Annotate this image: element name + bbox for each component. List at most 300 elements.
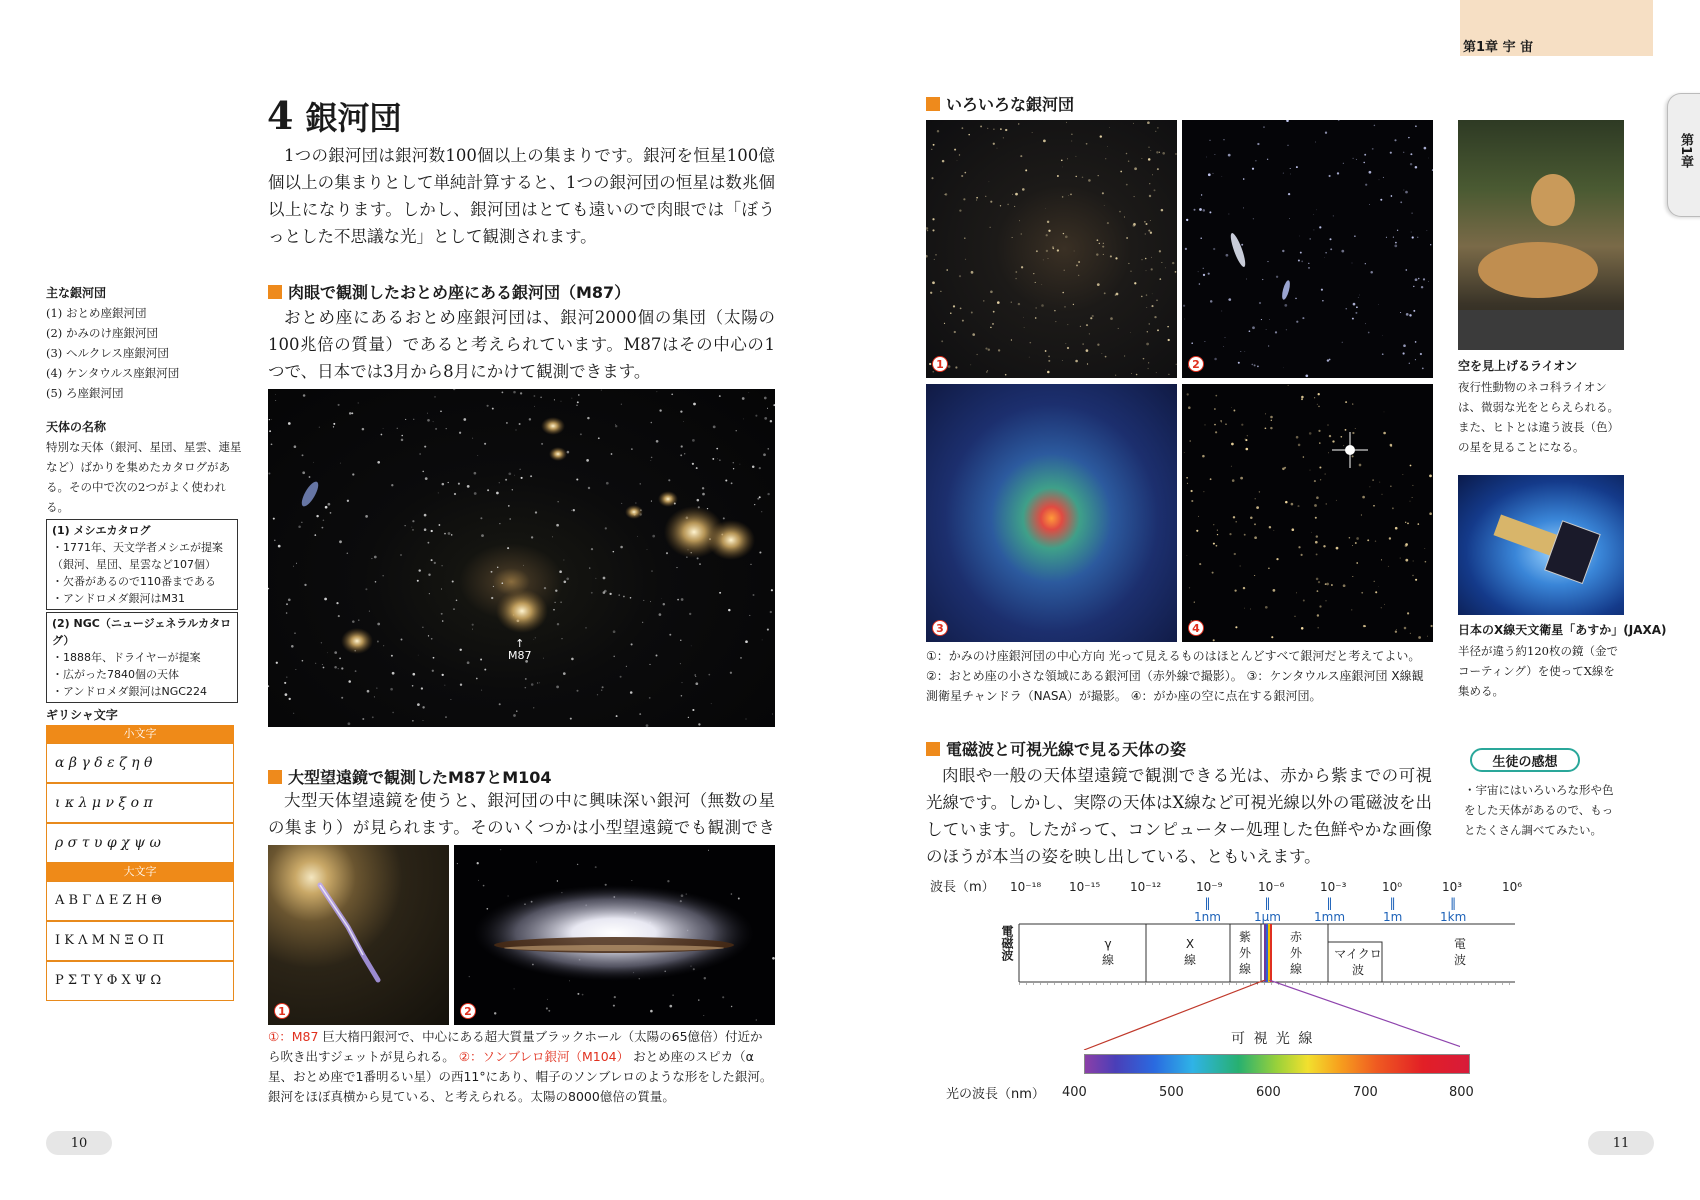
star bbox=[1045, 370, 1046, 371]
star bbox=[1041, 284, 1042, 285]
star bbox=[323, 520, 325, 522]
star bbox=[1064, 270, 1065, 271]
star bbox=[1225, 423, 1227, 425]
star bbox=[309, 476, 311, 478]
ngc-box bbox=[46, 612, 238, 703]
star bbox=[434, 396, 435, 397]
star bbox=[1036, 307, 1037, 308]
star bbox=[294, 445, 297, 448]
star bbox=[519, 423, 521, 425]
star bbox=[1086, 143, 1088, 145]
star bbox=[433, 657, 435, 659]
star bbox=[1146, 307, 1147, 308]
star bbox=[459, 649, 461, 651]
list-item: ・広がった7840個の天体 bbox=[52, 668, 179, 681]
star bbox=[1288, 193, 1290, 195]
star bbox=[657, 391, 658, 392]
greek-title: ギリシャ文字 bbox=[46, 708, 118, 722]
star bbox=[1245, 448, 1248, 451]
star bbox=[1328, 452, 1329, 453]
star bbox=[1365, 184, 1367, 186]
star bbox=[428, 635, 429, 636]
star bbox=[1259, 302, 1261, 304]
star bbox=[480, 659, 482, 661]
star bbox=[576, 690, 578, 692]
star bbox=[1268, 567, 1270, 569]
star bbox=[1301, 554, 1303, 556]
star bbox=[702, 493, 705, 496]
star bbox=[1333, 215, 1334, 216]
star bbox=[433, 421, 434, 422]
star bbox=[444, 533, 446, 535]
star bbox=[322, 527, 324, 529]
star bbox=[683, 421, 684, 422]
star bbox=[1151, 305, 1153, 307]
star bbox=[539, 683, 540, 684]
star bbox=[374, 696, 375, 697]
star bbox=[427, 413, 428, 414]
star bbox=[1149, 323, 1150, 324]
star bbox=[669, 1005, 672, 1008]
star bbox=[1394, 139, 1396, 141]
star bbox=[646, 724, 649, 727]
star bbox=[1056, 321, 1057, 322]
star bbox=[942, 160, 945, 163]
em-axis-label: 電磁波 bbox=[1000, 925, 1014, 961]
star bbox=[533, 707, 534, 708]
star bbox=[535, 637, 536, 638]
star bbox=[288, 422, 291, 425]
star bbox=[1141, 158, 1142, 159]
star bbox=[1096, 253, 1098, 255]
star bbox=[1413, 286, 1414, 287]
star bbox=[1130, 332, 1131, 333]
star bbox=[669, 634, 671, 636]
star bbox=[959, 154, 960, 155]
star bbox=[965, 172, 967, 174]
star bbox=[422, 471, 424, 473]
star bbox=[1103, 243, 1104, 244]
star bbox=[631, 643, 633, 645]
star bbox=[1394, 245, 1397, 248]
star bbox=[339, 658, 341, 660]
star bbox=[1370, 487, 1371, 488]
star bbox=[1165, 267, 1166, 268]
star bbox=[1076, 176, 1077, 177]
star bbox=[1100, 135, 1102, 137]
star bbox=[1284, 304, 1287, 307]
star bbox=[1309, 432, 1312, 435]
star bbox=[453, 608, 455, 610]
star bbox=[1317, 614, 1319, 616]
star bbox=[620, 676, 622, 678]
star bbox=[1315, 142, 1316, 143]
star bbox=[759, 551, 761, 553]
list-item: (2) かみのけ座銀河団 bbox=[46, 326, 158, 340]
star bbox=[1083, 344, 1084, 345]
star bbox=[692, 463, 694, 465]
star bbox=[1267, 159, 1268, 160]
star bbox=[1048, 230, 1050, 232]
star bbox=[338, 615, 340, 617]
star bbox=[926, 255, 928, 258]
star bbox=[413, 419, 414, 420]
star bbox=[1261, 319, 1262, 320]
star bbox=[1364, 154, 1366, 156]
jet-drawing bbox=[268, 845, 449, 1025]
star bbox=[576, 405, 577, 406]
star bbox=[948, 365, 951, 368]
star bbox=[731, 1006, 732, 1007]
star bbox=[749, 615, 750, 616]
star bbox=[563, 672, 566, 675]
star bbox=[1043, 140, 1046, 143]
star bbox=[1168, 374, 1169, 375]
star bbox=[1231, 407, 1232, 408]
star bbox=[412, 720, 414, 722]
lion-text: 夜行性動物のネコ科ライオンは、微弱な光をとらえられる。また、ヒトとは違う波長（色）の星を見ることになる。 bbox=[1458, 380, 1619, 454]
star bbox=[971, 312, 973, 314]
star bbox=[601, 390, 602, 391]
star bbox=[704, 977, 706, 979]
star bbox=[478, 880, 479, 881]
star bbox=[1231, 466, 1232, 467]
star bbox=[429, 593, 430, 594]
star bbox=[534, 406, 535, 407]
star bbox=[992, 323, 994, 325]
star bbox=[1285, 501, 1288, 504]
star bbox=[767, 629, 769, 631]
star bbox=[1374, 581, 1375, 582]
star bbox=[1078, 261, 1080, 263]
clusters-title: 主な銀河団 bbox=[46, 286, 107, 300]
star bbox=[651, 501, 652, 502]
star bbox=[613, 630, 616, 633]
star bbox=[431, 638, 433, 640]
star bbox=[1045, 350, 1047, 352]
star bbox=[1199, 283, 1201, 285]
star bbox=[448, 482, 449, 483]
star bbox=[446, 428, 447, 429]
star bbox=[1361, 514, 1362, 515]
star bbox=[341, 667, 343, 669]
star bbox=[421, 687, 423, 689]
star bbox=[1341, 250, 1344, 253]
star bbox=[1257, 143, 1259, 145]
star bbox=[1410, 153, 1412, 155]
star bbox=[293, 566, 294, 567]
star bbox=[458, 483, 460, 485]
nm-tick: 800 bbox=[1449, 1085, 1474, 1100]
star bbox=[1382, 353, 1384, 355]
star bbox=[651, 422, 653, 424]
star bbox=[1359, 295, 1360, 296]
star bbox=[754, 504, 755, 505]
star bbox=[623, 596, 625, 598]
star bbox=[1156, 299, 1158, 301]
star bbox=[275, 400, 276, 401]
star bbox=[525, 678, 527, 680]
star bbox=[1327, 359, 1329, 361]
star bbox=[987, 128, 988, 129]
star bbox=[1305, 374, 1308, 377]
star bbox=[1397, 230, 1398, 231]
star bbox=[1301, 396, 1304, 399]
star bbox=[1356, 562, 1358, 564]
star bbox=[588, 487, 590, 489]
star bbox=[1390, 152, 1392, 154]
star bbox=[276, 662, 278, 664]
star bbox=[1148, 158, 1151, 161]
star bbox=[1352, 263, 1353, 264]
star bbox=[601, 690, 602, 691]
star bbox=[1427, 636, 1428, 637]
star bbox=[712, 458, 714, 460]
star bbox=[1406, 313, 1409, 316]
star bbox=[1054, 310, 1056, 312]
star bbox=[483, 885, 485, 887]
star bbox=[1066, 122, 1067, 123]
star bbox=[1014, 206, 1015, 207]
star bbox=[1300, 252, 1302, 254]
star bbox=[1199, 563, 1201, 565]
star bbox=[1146, 270, 1147, 271]
star bbox=[1143, 358, 1145, 360]
star bbox=[1241, 244, 1243, 246]
star bbox=[323, 667, 325, 669]
star bbox=[463, 418, 466, 421]
star bbox=[757, 498, 759, 500]
star bbox=[1310, 470, 1311, 471]
star bbox=[1390, 486, 1391, 487]
star bbox=[554, 399, 555, 400]
star bbox=[1245, 439, 1247, 441]
star bbox=[1356, 537, 1359, 540]
star bbox=[529, 418, 531, 420]
star bbox=[1209, 211, 1211, 213]
star bbox=[405, 525, 406, 526]
caption-text-2: おとめ座のスピカ（α星、おとめ座で1番明るい星）の西11°にあり、帽子のソンブレロのような形をした銀河。銀河をほぼ真横から見ている、と考えられる。太陽の8000億倍の質量。 bbox=[268, 1049, 773, 1104]
star bbox=[1301, 398, 1303, 400]
star bbox=[1326, 583, 1329, 586]
star bbox=[321, 642, 322, 643]
star bbox=[1412, 485, 1413, 486]
star bbox=[1303, 600, 1305, 602]
star bbox=[1194, 209, 1196, 211]
star bbox=[1208, 173, 1211, 176]
section2-title: 大型望遠鏡で観測したM87とM104 bbox=[288, 768, 552, 787]
star bbox=[1102, 246, 1104, 248]
star bbox=[976, 200, 977, 201]
star bbox=[1378, 586, 1379, 587]
star bbox=[365, 588, 367, 590]
star bbox=[1415, 359, 1416, 360]
list-item: (1) おとめ座銀河団 bbox=[46, 306, 147, 320]
star bbox=[1318, 393, 1320, 395]
stars bbox=[926, 120, 1177, 378]
star bbox=[1062, 292, 1064, 294]
star bbox=[1254, 536, 1257, 539]
star bbox=[552, 537, 553, 538]
star bbox=[756, 1019, 757, 1020]
star bbox=[738, 898, 740, 900]
star bbox=[1183, 305, 1185, 307]
star bbox=[1321, 289, 1323, 291]
star bbox=[1032, 132, 1033, 133]
star bbox=[440, 410, 442, 412]
star bbox=[591, 592, 593, 594]
star bbox=[1233, 410, 1235, 412]
star bbox=[582, 994, 584, 996]
star bbox=[570, 718, 572, 720]
star bbox=[986, 371, 987, 372]
pictor-cluster-photo bbox=[1182, 384, 1433, 642]
star bbox=[1372, 148, 1374, 150]
star bbox=[1145, 234, 1146, 235]
star bbox=[424, 528, 427, 531]
star bbox=[1386, 237, 1387, 238]
star bbox=[1132, 224, 1135, 227]
star bbox=[1370, 271, 1373, 274]
star bbox=[1407, 523, 1409, 525]
star bbox=[454, 493, 456, 495]
star bbox=[602, 686, 604, 688]
star bbox=[772, 957, 775, 960]
star bbox=[573, 509, 575, 511]
star bbox=[508, 505, 510, 507]
star bbox=[1325, 252, 1326, 253]
star bbox=[1352, 545, 1353, 546]
star bbox=[613, 1005, 615, 1007]
star bbox=[1015, 193, 1018, 196]
greek-letters: ρ σ τ υ φ χ ψ ω bbox=[55, 835, 161, 851]
star bbox=[772, 714, 773, 715]
caption-mark-1: ①：M87 bbox=[268, 1029, 319, 1044]
star bbox=[959, 209, 961, 211]
star bbox=[405, 419, 406, 420]
star bbox=[1409, 314, 1411, 316]
star bbox=[452, 580, 454, 582]
star bbox=[1202, 455, 1205, 458]
star bbox=[1104, 205, 1105, 206]
photo-number: 1 bbox=[274, 1003, 290, 1019]
star bbox=[1204, 424, 1205, 425]
star bbox=[537, 682, 538, 683]
star bbox=[1383, 432, 1386, 435]
star bbox=[1388, 566, 1389, 567]
star bbox=[696, 467, 698, 469]
star bbox=[719, 592, 721, 594]
star bbox=[1415, 278, 1418, 281]
star bbox=[1295, 298, 1297, 300]
star bbox=[1012, 194, 1013, 195]
star bbox=[1212, 572, 1214, 574]
star bbox=[649, 697, 651, 699]
star bbox=[1346, 308, 1347, 309]
star bbox=[1229, 533, 1231, 535]
star bbox=[499, 523, 500, 524]
star bbox=[375, 581, 377, 583]
star bbox=[334, 651, 337, 654]
star bbox=[1318, 430, 1320, 432]
star bbox=[1374, 125, 1376, 127]
unit-label: ‖ 1nm bbox=[1194, 896, 1221, 924]
star bbox=[1232, 479, 1235, 482]
star bbox=[1353, 303, 1356, 306]
star bbox=[934, 259, 935, 260]
star bbox=[1120, 171, 1122, 173]
star bbox=[1317, 404, 1318, 405]
star bbox=[1316, 535, 1318, 537]
star bbox=[1413, 561, 1414, 562]
star bbox=[1359, 464, 1362, 467]
star bbox=[474, 492, 477, 495]
star bbox=[275, 394, 276, 395]
star bbox=[1048, 258, 1049, 259]
star bbox=[559, 570, 562, 573]
star bbox=[740, 657, 742, 659]
star bbox=[985, 196, 986, 197]
star bbox=[324, 598, 327, 601]
star bbox=[531, 683, 534, 686]
star bbox=[963, 198, 965, 200]
star bbox=[1152, 174, 1153, 175]
star bbox=[494, 1012, 496, 1014]
star bbox=[650, 460, 651, 461]
bullet-square bbox=[926, 97, 940, 111]
star bbox=[697, 499, 700, 502]
star bbox=[1251, 364, 1253, 366]
star bbox=[1411, 212, 1413, 214]
nm-tick: 500 bbox=[1159, 1085, 1184, 1100]
star bbox=[540, 397, 542, 399]
star bbox=[541, 443, 543, 445]
star bbox=[770, 611, 772, 613]
star bbox=[417, 580, 419, 582]
star bbox=[587, 417, 589, 419]
star bbox=[771, 589, 773, 591]
star bbox=[1288, 385, 1289, 386]
lower-label: 小文字 bbox=[46, 725, 234, 743]
star bbox=[1105, 158, 1106, 159]
star bbox=[680, 454, 682, 456]
star bbox=[533, 639, 534, 640]
star bbox=[1005, 374, 1007, 376]
star bbox=[1118, 328, 1119, 329]
star bbox=[507, 547, 509, 549]
star bbox=[1291, 528, 1294, 531]
star bbox=[286, 603, 288, 605]
star bbox=[932, 281, 935, 284]
star bbox=[1210, 140, 1211, 141]
star bbox=[1018, 123, 1019, 124]
star bbox=[1315, 517, 1317, 519]
star bbox=[480, 517, 482, 519]
star bbox=[630, 691, 633, 694]
star bbox=[1375, 591, 1377, 593]
star bbox=[1157, 127, 1158, 128]
star bbox=[1126, 237, 1128, 239]
star bbox=[1314, 397, 1315, 398]
star bbox=[1338, 120, 1340, 121]
star bbox=[1078, 275, 1079, 276]
lion-photo bbox=[1458, 120, 1624, 350]
star bbox=[1144, 221, 1146, 223]
star bbox=[288, 598, 291, 601]
star bbox=[708, 850, 709, 851]
star bbox=[603, 577, 606, 580]
star bbox=[1023, 317, 1024, 318]
